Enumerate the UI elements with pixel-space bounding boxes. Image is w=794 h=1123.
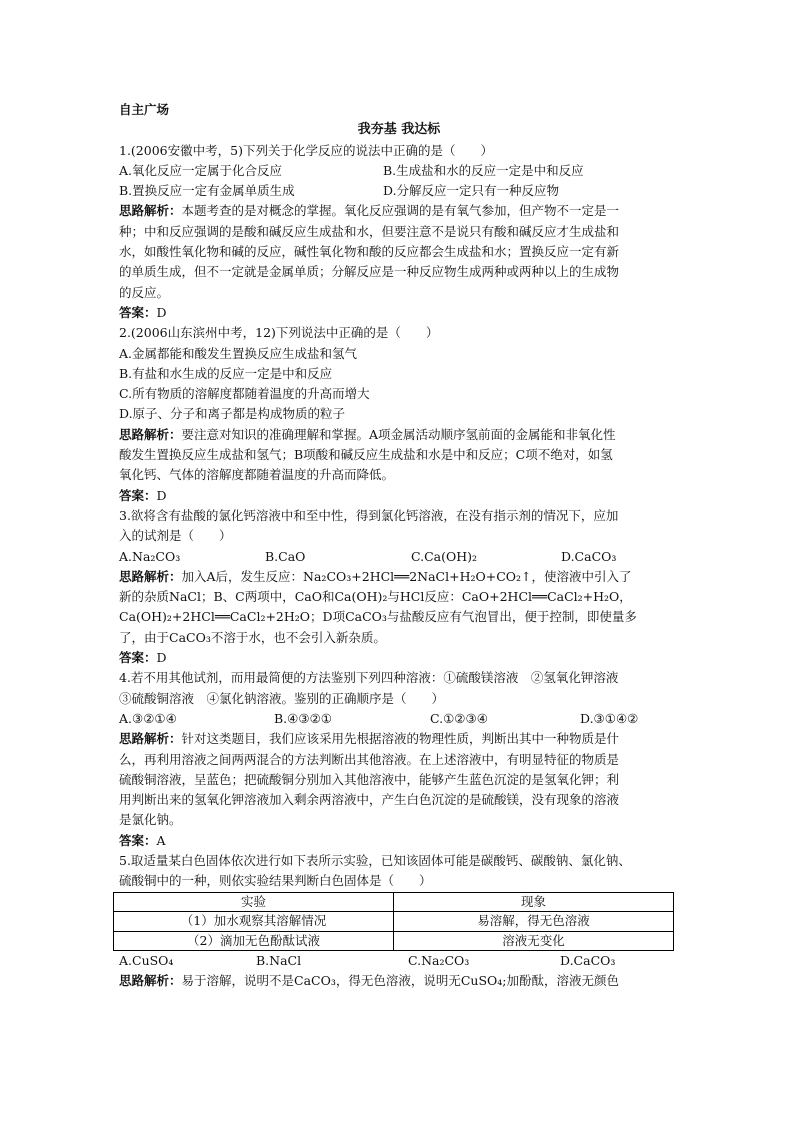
q4-option-d: D.③①④②	[580, 710, 639, 726]
q3-analysis-line: 了，由于CaCO₃不溶于水，也不会引入新杂质。	[119, 629, 386, 645]
q4-analysis: 思路解析：针对这类题目，我们应该采用先根据溶液的物理性质，判断出其中一种物质是什	[119, 731, 620, 747]
q2-analysis-line: 酸发生置换反应生成盐和氢气；B项酸和碱反应生成盐和水是中和反应；C项不绝对，如氢	[119, 447, 613, 463]
q1-answer	[119, 303, 679, 323]
q5-option-c: C.Na₂CO₃	[408, 953, 470, 969]
table-row	[114, 931, 674, 951]
q2-stem: 2.(2006山东滨州中考，12)下列说法中正确的是（ ）	[119, 325, 439, 341]
q3-option-a: A.Na₂CO₃	[119, 548, 181, 564]
q2-answer	[119, 486, 679, 506]
analysis-label: 思路解析：	[119, 203, 182, 219]
q4-stem-cont: ③硫酸铜溶液 ④氯化钠溶液。鉴别的正确顺序是（ ）	[119, 690, 445, 706]
q1-options-row-2	[119, 181, 679, 201]
q1-analysis: 思路解析：本题考查的是对概念的掌握。氧化反应强调的是有氧气参加，但产物不一定是一	[119, 203, 620, 219]
q3-answer	[119, 648, 679, 668]
q4-analysis-line: 么，再利用溶液之间两两混合的方法判断出其他溶液。在上述溶液中，有明显特征的物质是	[119, 751, 620, 767]
answer-label: 答案：	[119, 832, 157, 848]
q5-option-a: A.CuSO₄	[119, 953, 174, 969]
q3-analysis-line: 新的杂质NaCl；B、C两项中，CaO和Ca(OH)₂与HCl反应：CaO+2HCl══CaCl₂+H₂O，	[119, 589, 632, 605]
q1-analysis-line: 的反应。	[119, 284, 170, 300]
q5-option-d: D.CaCO₃	[560, 953, 616, 969]
q4-option-c: C.①②③④	[430, 710, 488, 726]
q2-option-c: C.所有物质的溶解度都随着温度的升高而增大	[119, 386, 370, 402]
q4-stem: 4.若不用其他试剂，而用最简便的方法鉴别下列四种溶液：①硫酸镁溶液 ②氢氧化钾溶液	[119, 670, 619, 686]
q1-option-a: A.氧化反应一定属于化合反应	[119, 162, 283, 178]
experiment-table	[113, 892, 674, 952]
q4-option-b: B.④③②①	[274, 710, 332, 726]
analysis-label: 思路解析：	[119, 568, 182, 584]
q1-option-b: B.生成盐和水的反应一定是中和反应	[383, 162, 584, 178]
section-title: 自主广场	[119, 102, 170, 117]
q2-option-d: D.原子、分子和离子都是构成物质的粒子	[119, 406, 346, 422]
q3-option-c: C.Ca(OH)₂	[411, 548, 478, 564]
answer-value: D	[156, 487, 167, 503]
table-header-cell: 现象	[394, 892, 674, 912]
q3-option-b: B.CaO	[265, 548, 306, 564]
document-content	[119, 100, 679, 992]
answer-value: A	[156, 832, 166, 848]
q1-analysis-line: 的单质生成，但不一定就是金属单质；分解反应是一种反应物生成两种或两种以上的生成物	[119, 264, 620, 280]
analysis-label: 思路解析：	[119, 731, 182, 747]
q5-analysis: 思路解析：易于溶解，说明不是CaCO₃，得无色溶液，说明无CuSO₄;加酚酞，溶液无颜色	[119, 973, 620, 989]
q3-analysis: 思路解析：加入A后，发生反应：Na₂CO₃+2HCl══2NaCl+H₂O+CO₂↑，使溶液中引入了	[119, 568, 632, 584]
table-cell: （1）加水观察其溶解情况	[114, 912, 394, 932]
table-header-row	[114, 892, 674, 912]
q3-stem: 3.欲将含有盐酸的氯化钙溶液中和至中性，得到氯化钙溶液，在没有指示剂的情况下，应加	[119, 507, 619, 523]
q1-analysis-line: 种；中和反应强调的是酸和碱反应生成盐和水，但要注意不是说只有酸和碱反应才生成盐和	[119, 223, 620, 239]
analysis-label: 思路解析：	[119, 426, 182, 442]
q4-analysis-line: 用判断出来的氢氧化钾溶液加入剩余两溶液中，产生白色沉淀的是硫酸镁，没有现象的溶液	[119, 792, 620, 808]
q3-analysis-line: Ca(OH)₂+2HCl══CaCl₂+2H₂O；D项CaCO₃与盐酸反应有气泡冒出，便于控制，即使量多	[119, 609, 637, 625]
q5-options	[119, 951, 679, 971]
answer-label: 答案：	[119, 304, 157, 320]
answer-value: D	[156, 650, 167, 666]
answer-label: 答案：	[119, 487, 157, 503]
analysis-label: 思路解析：	[119, 973, 182, 989]
q4-option-a: A.③②①④	[119, 710, 177, 726]
q4-analysis-line: 硫酸铜溶液，呈蓝色；把硫酸铜分别加入其他溶液中，能够产生蓝色沉淀的是氢氧化钾；利	[119, 771, 620, 787]
table-header-cell: 实验	[114, 892, 394, 912]
answer-value: D	[156, 304, 167, 320]
q2-option-b: B.有盐和水生成的反应一定是中和反应	[119, 365, 333, 381]
q3-options	[119, 547, 679, 567]
q1-stem: 1.(2006安徽中考，5)下列关于化学反应的说法中正确的是（ ）	[119, 142, 493, 158]
q1-option-c: B.置换反应一定有金属单质生成	[119, 183, 295, 199]
page-heading: 我夯基 我达标	[357, 122, 441, 138]
q1-options-row-1	[119, 161, 679, 181]
q4-analysis-line: 是氯化钠。	[119, 812, 182, 828]
q4-answer	[119, 831, 679, 851]
q2-option-a: A.金属都能和酸发生置换反应生成盐和氢气	[119, 345, 358, 361]
table-cell: 溶液无变化	[394, 931, 674, 951]
q5-option-b: B.NaCl	[256, 953, 302, 969]
q5-stem: 5.取适量某白色固体依次进行如下表所示实验，已知该固体可能是碳酸钙、碳酸钠、氯化钠、	[119, 852, 631, 868]
answer-label: 答案：	[119, 650, 157, 666]
table-row	[114, 912, 674, 932]
q3-stem-cont: 入的试剂是（ ）	[119, 528, 232, 544]
q1-analysis-line: 水，如酸性氧化物和碱的反应，碱性氧化物和酸的反应都会生成盐和水；置换反应一定有新	[119, 244, 620, 260]
q1-option-d: D.分解反应一定只有一种反应物	[383, 183, 560, 199]
q4-options	[119, 709, 679, 729]
q3-option-d: D.CaCO₃	[561, 548, 617, 564]
table-cell: 易溶解，得无色溶液	[394, 912, 674, 932]
q2-analysis: 思路解析：要注意对知识的准确理解和掌握。A项金属活动顺序氢前面的金属能和非氧化性	[119, 426, 616, 442]
table-cell: （2）滴加无色酚酞试液	[114, 931, 394, 951]
q5-stem-cont: 硫酸铜中的一种，则依实验结果判断白色固体是（ ）	[119, 873, 432, 889]
q2-analysis-line: 氧化钙、气体的溶解度都随着温度的升高而降低。	[119, 467, 395, 483]
